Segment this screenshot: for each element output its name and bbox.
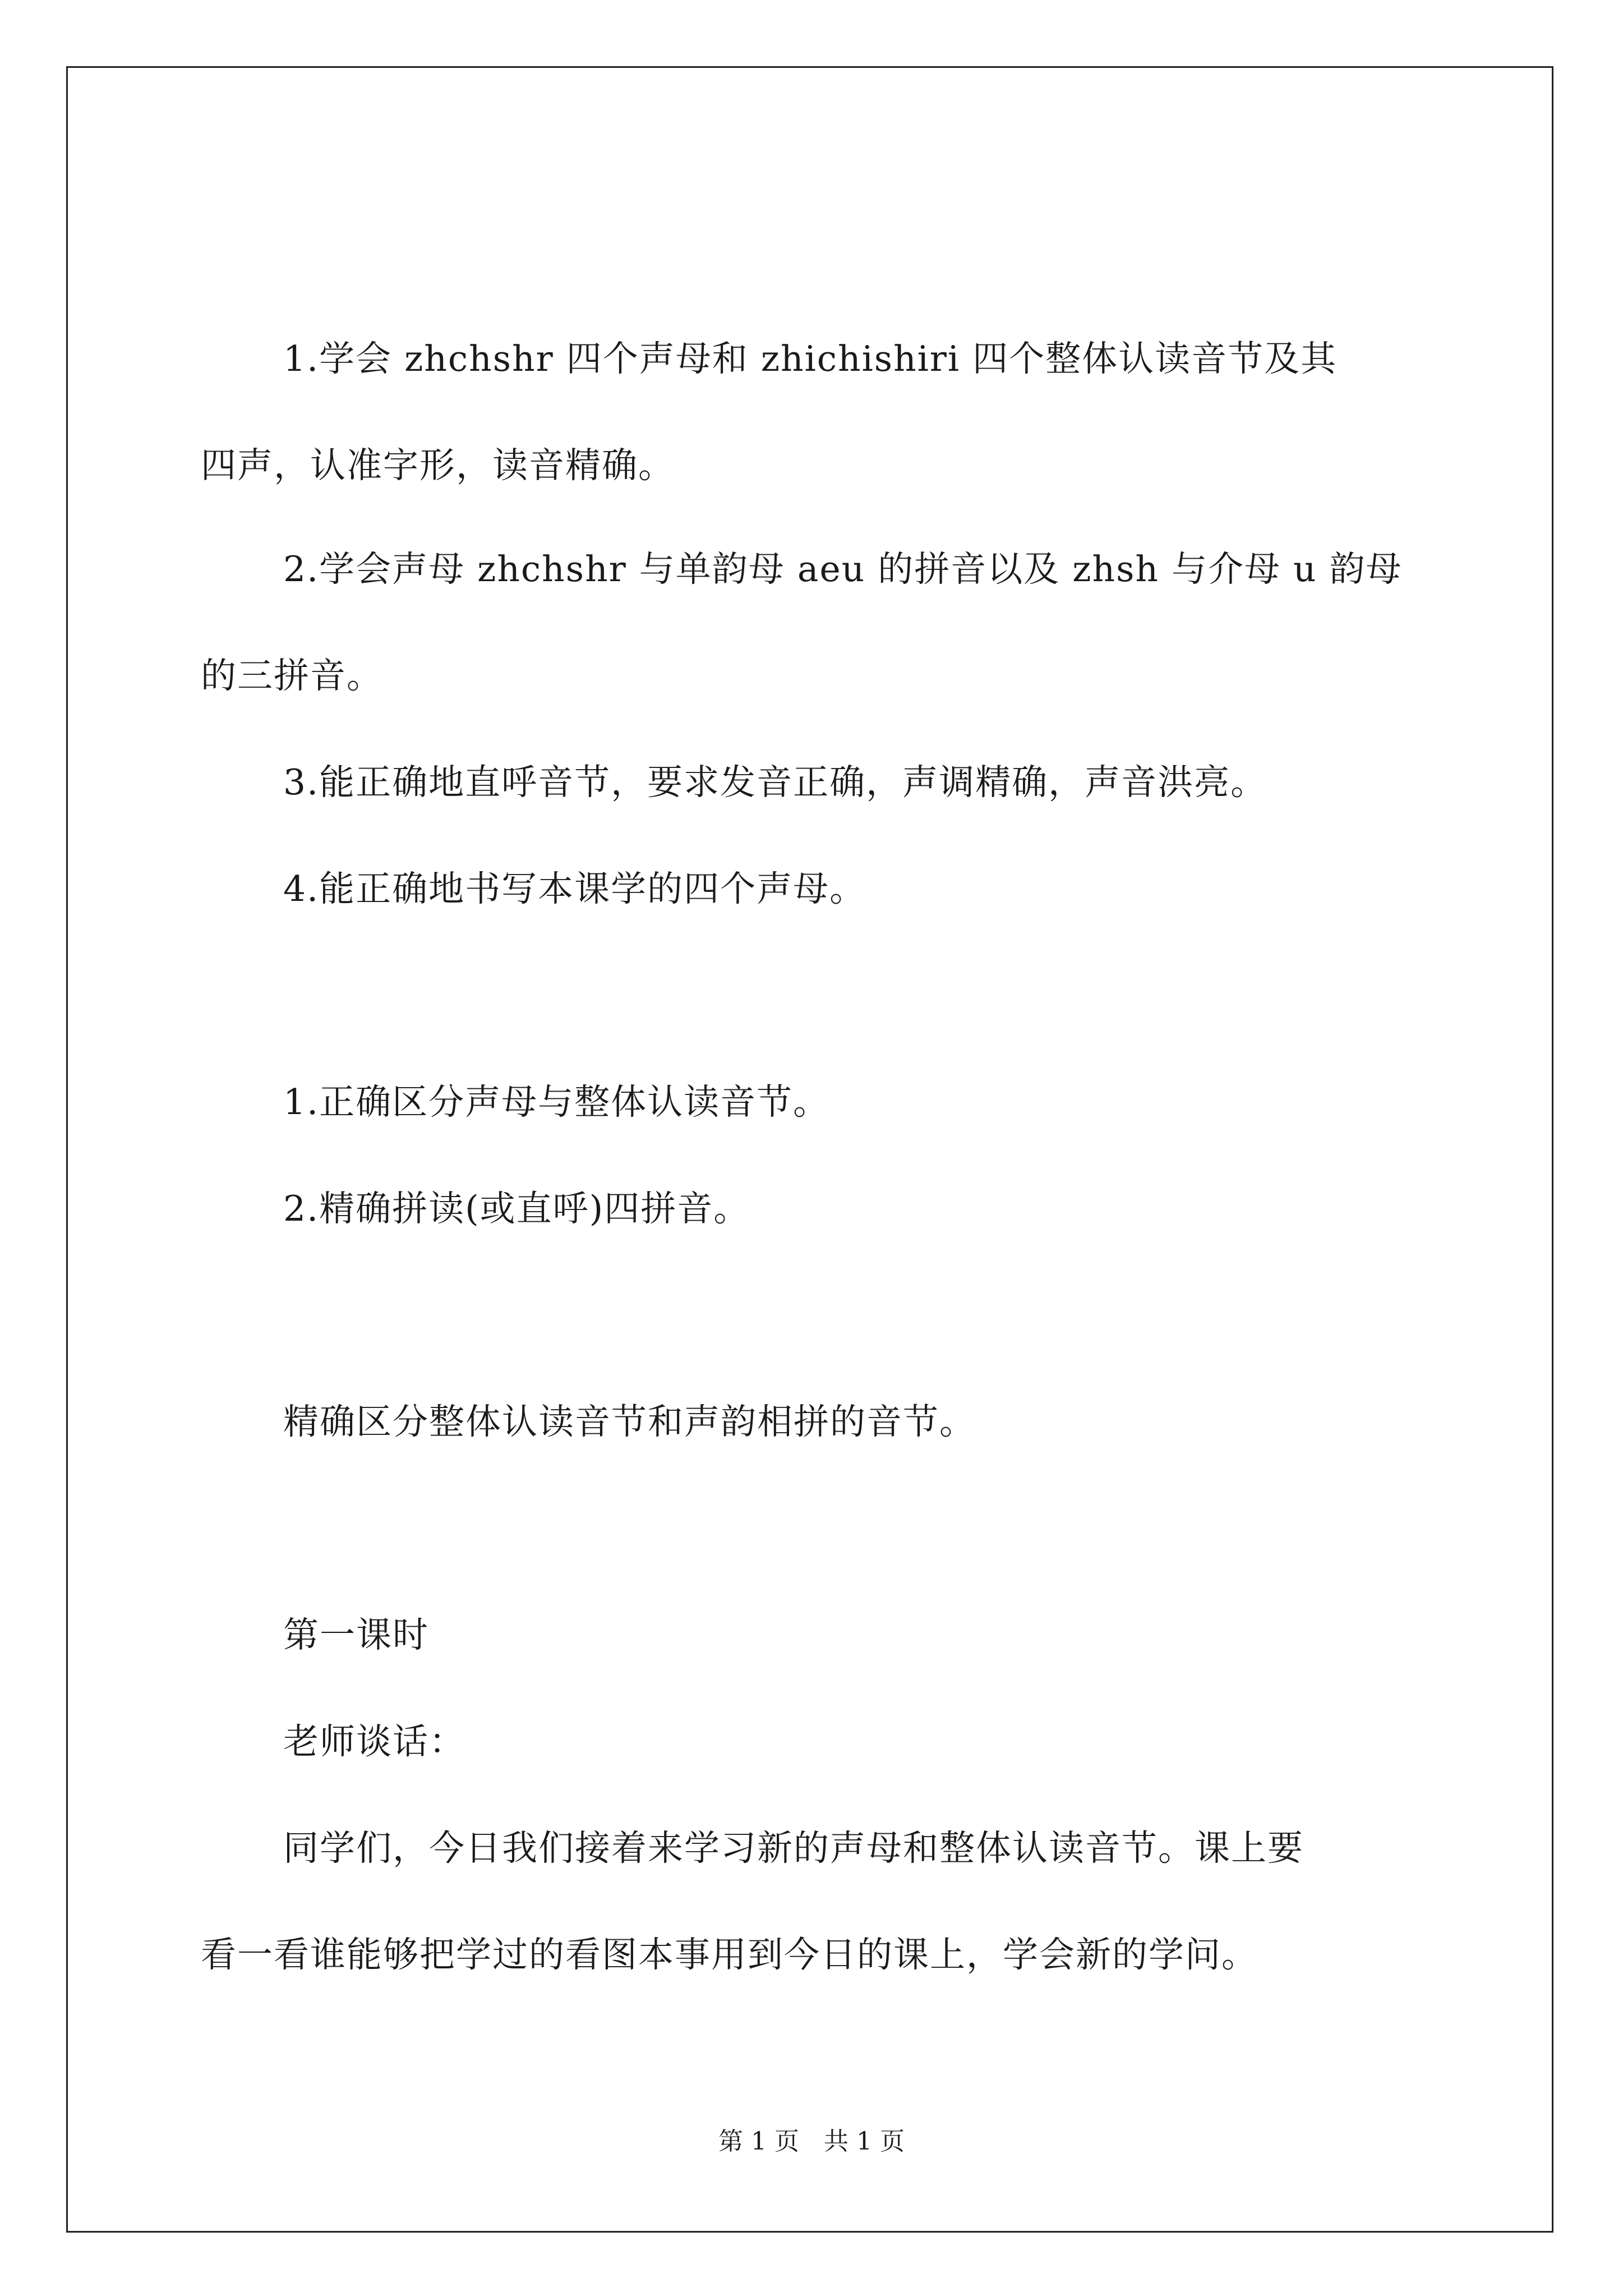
difficulty-point: 精确区分整体认读音节和声韵相拼的音节。 <box>283 1401 976 1442</box>
objective-2-line-2: 的三拼音。 <box>201 655 383 696</box>
objective-1-line-1: 1.学会 zhchshr 四个声母和 zhichishiri 四个整体认读音节及其 <box>283 338 1338 379</box>
objective-1-line-2: 四声，认准字形，读音精确。 <box>201 445 675 486</box>
key-point-1: 1.正确区分声母与整体认读音节。 <box>283 1082 830 1122</box>
lesson-heading: 第一课时 <box>283 1614 429 1655</box>
teacher-talk-line-1: 同学们，今日我们接着来学习新的声母和整体认读音节。课上要 <box>283 1828 1304 1869</box>
teacher-talk-line-2: 看一看谁能够把学过的看图本事用到今日的课上，学会新的学问。 <box>201 1934 1258 1975</box>
objective-3: 3.能正确地直呼音节，要求发音正确，声调精确，声音洪亮。 <box>283 762 1267 803</box>
page-border <box>66 66 1553 2233</box>
teacher-talk-label: 老师谈话： <box>283 1721 465 1762</box>
objective-2-line-1: 2.学会声母 zhchshr 与单韵母 aeu 的拼音以及 zhsh 与介母 u 韵母 <box>283 549 1403 590</box>
key-point-2: 2.精确拼读(或直呼)四拼音。 <box>283 1188 750 1229</box>
page-number-footer: 第 1 页 共 1 页 <box>718 2127 905 2156</box>
objective-4: 4.能正确地书写本课学的四个声母。 <box>283 868 866 909</box>
